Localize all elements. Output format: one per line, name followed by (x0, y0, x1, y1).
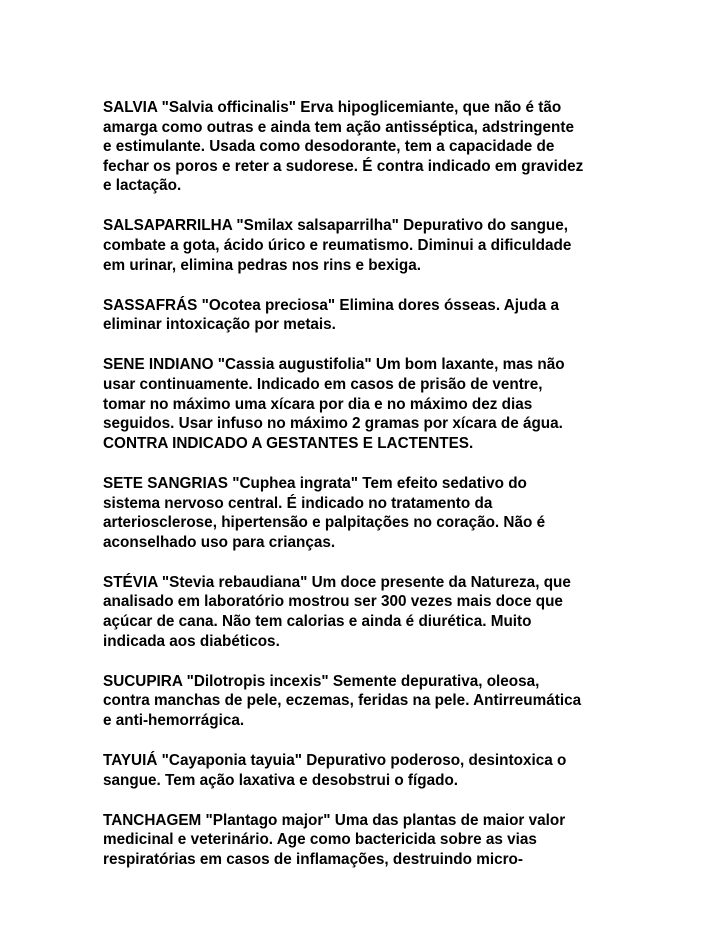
text-line: respiratórias em casos de inflamações, destruindo micro- (103, 850, 523, 868)
text-line: e lactação. (103, 177, 182, 195)
paragraph-stevia (103, 573, 633, 651)
text-line: açúcar de cana. Não tem calorias e ainda é diurética. Muito (103, 612, 532, 630)
text-line: aconselhado uso para crianças. (103, 533, 336, 551)
text-line: SALSAPARRILHA "Smilax salsaparrilha" Depurativo do sangue, (103, 217, 569, 235)
text-line: SASSAFRÁS "Ocotea preciosa" Elimina dores ósseas. Ajuda a (103, 296, 560, 314)
text-line: usar continuamente. Indicado em casos de prisão de ventre, (103, 376, 543, 394)
text-line: amarga como outras e ainda tem ação antisséptica, adstringente (103, 118, 574, 136)
text-line: SETE SANGRIAS "Cuphea ingrata" Tem efeito sedativo do (103, 474, 527, 492)
text-line: e estimulante. Usada como desodorante, tem a capacidade de (103, 138, 555, 156)
paragraph-sassafras (103, 296, 633, 335)
paragraph-sene-indiano (103, 355, 633, 453)
text-line: STÉVIA "Stevia rebaudiana" Um doce presente da Natureza, que (103, 573, 571, 591)
text-line: CONTRA INDICADO A GESTANTES E LACTENTES. (103, 434, 474, 452)
paragraph-sucupira (103, 672, 633, 731)
text-line: TAYUIÁ "Cayaponia tayuia" Depurativo poderoso, desintoxica o (103, 751, 567, 769)
paragraph-tayuia (103, 751, 633, 790)
text-line: contra manchas de pele, eczemas, feridas na pele. Antirreumática (103, 692, 582, 710)
text-line: TANCHAGEM "Plantago major" Uma das plantas de maior valor (103, 811, 566, 829)
text-line: em urinar, elimina pedras nos rins e bexiga. (103, 256, 421, 274)
text-line: indicada aos diabéticos. (103, 632, 280, 650)
text-line: seguidos. Usar infuso no máximo 2 gramas por xícara de água. (103, 415, 563, 433)
text-line: analisado em laboratório mostrou ser 300 vezes mais doce que (103, 593, 563, 611)
text-line: e anti-hemorrágica. (103, 711, 245, 729)
document-body (103, 98, 633, 890)
paragraph-tanchagem (103, 811, 633, 870)
paragraph-sete-sangrias (103, 474, 633, 552)
paragraph-salsaparrilha (103, 216, 633, 275)
text-line: fechar os poros e reter a sudorese. É contra indicado em gravidez (103, 157, 584, 175)
text-line: eliminar intoxicação por metais. (103, 316, 336, 334)
text-line: SENE INDIANO "Cassia augustifolia" Um bom laxante, mas não (103, 356, 565, 374)
text-line: sistema nervoso central. É indicado no tratamento da (103, 494, 493, 512)
text-line: SUCUPIRA "Dilotropis incexis" Semente depurativa, oleosa, (103, 672, 540, 690)
text-line: SALVIA "Salvia officinalis" Erva hipoglicemiante, que não é tão (103, 99, 562, 116)
text-line: sangue. Tem ação laxativa e desobstrui o fígado. (103, 771, 459, 789)
text-line: combate a gota, ácido úrico e reumatismo. Diminui a dificuldade (103, 237, 572, 255)
text-line: tomar no máximo uma xícara por dia e no máximo dez dias (103, 395, 533, 413)
text-line: arteriosclerose, hipertensão e palpitações no coração. Não é (103, 514, 546, 532)
text-line: medicinal e veterinário. Age como bactericida sobre as vias (103, 831, 537, 849)
paragraph-salvia (103, 98, 633, 196)
